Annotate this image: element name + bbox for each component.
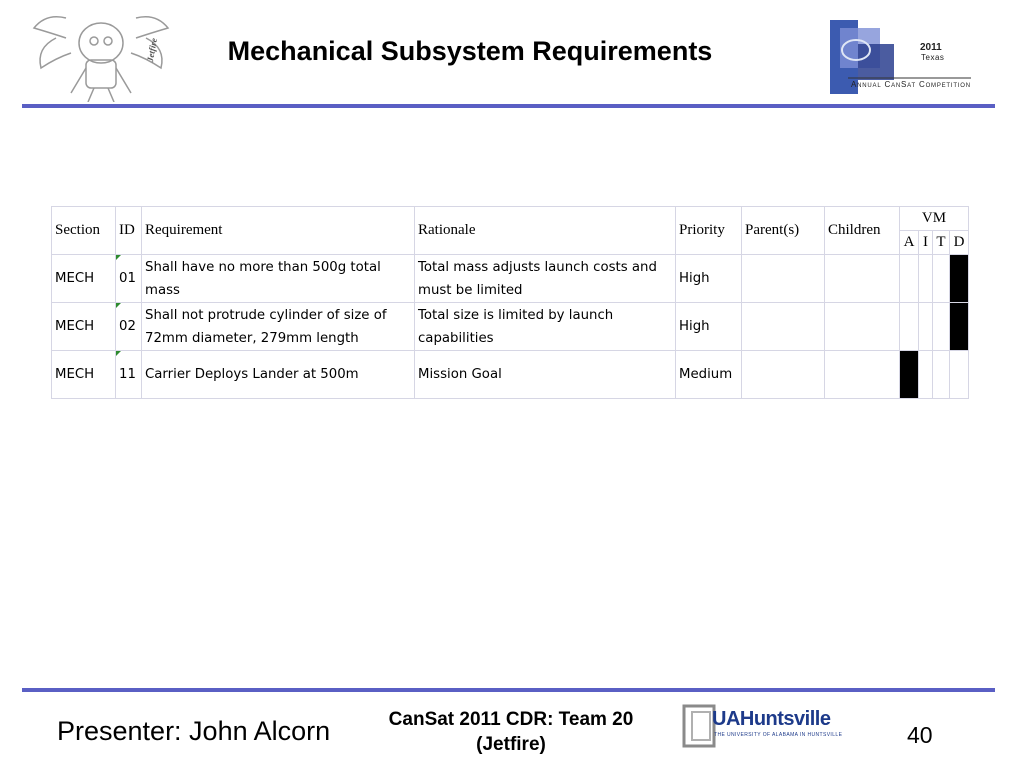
cell-parents bbox=[742, 303, 825, 351]
team-logo-text: Jetfire bbox=[144, 37, 160, 63]
footer-line-2: (Jetfire) bbox=[476, 734, 546, 755]
footer-line-1: CanSat 2011 CDR: Team 20 bbox=[388, 709, 634, 730]
cell-id-text: 11 bbox=[119, 367, 136, 382]
cell-children bbox=[825, 255, 900, 303]
footer-divider bbox=[22, 688, 995, 692]
header-vm-i: I bbox=[919, 231, 933, 255]
table-header-row bbox=[52, 207, 969, 231]
cell-priority: High bbox=[676, 303, 742, 351]
comment-flag-icon bbox=[116, 303, 121, 308]
competition-year: 2011 bbox=[920, 42, 942, 53]
header-divider bbox=[22, 104, 995, 108]
cell-vm-d bbox=[950, 255, 969, 303]
cell-id-text: 01 bbox=[119, 271, 136, 286]
comment-flag-icon bbox=[116, 255, 121, 260]
table-row bbox=[52, 255, 969, 303]
header-vm-d: D bbox=[950, 231, 969, 255]
cell-vm-t bbox=[933, 255, 950, 303]
footer-team-info bbox=[358, 707, 664, 757]
cell-vm-t bbox=[933, 303, 950, 351]
cell-id-text: 02 bbox=[119, 319, 136, 334]
competition-name: Annual CanSat Competition bbox=[851, 80, 971, 89]
header-vm-a: A bbox=[900, 231, 919, 255]
header-parents: Parent(s) bbox=[742, 207, 825, 255]
header-requirement: Requirement bbox=[142, 207, 415, 255]
requirements-table bbox=[51, 206, 969, 399]
cell-rationale: Total size is limited by launch capabilities bbox=[415, 303, 676, 351]
university-logo-subtitle: THE UNIVERSITY OF ALABAMA IN HUNTSVILLE bbox=[714, 732, 843, 738]
cell-parents bbox=[742, 255, 825, 303]
table-row bbox=[52, 303, 969, 351]
header-vm-t: T bbox=[933, 231, 950, 255]
cell-rationale: Total mass adjusts launch costs and must be limited bbox=[415, 255, 676, 303]
cell-vm-d bbox=[950, 303, 969, 351]
header-section: Section bbox=[52, 207, 116, 255]
cell-vm-i bbox=[919, 255, 933, 303]
university-logo-text: UAHuntsville bbox=[712, 708, 831, 730]
header-id: ID bbox=[116, 207, 142, 255]
cell-children bbox=[825, 303, 900, 351]
header-rationale: Rationale bbox=[415, 207, 676, 255]
cell-id bbox=[116, 351, 142, 399]
cell-requirement: Shall not protrude cylinder of size of 72mm diameter, 279mm length bbox=[142, 303, 415, 351]
cell-vm-a bbox=[900, 351, 919, 399]
cell-section: MECH bbox=[52, 303, 116, 351]
cell-vm-i bbox=[919, 351, 933, 399]
cell-section: MECH bbox=[52, 255, 116, 303]
cell-vm-d bbox=[950, 351, 969, 399]
cell-parents bbox=[742, 351, 825, 399]
header-priority: Priority bbox=[676, 207, 742, 255]
comment-flag-icon bbox=[116, 351, 121, 356]
cell-vm-a bbox=[900, 303, 919, 351]
cell-children bbox=[825, 351, 900, 399]
cell-priority: High bbox=[676, 255, 742, 303]
header-vm: VM bbox=[900, 207, 969, 231]
cell-priority: Medium bbox=[676, 351, 742, 399]
cell-rationale: Mission Goal bbox=[415, 351, 676, 399]
presenter-name: Presenter: John Alcorn bbox=[57, 716, 331, 746]
cell-vm-t bbox=[933, 351, 950, 399]
cell-requirement: Carrier Deploys Lander at 500m bbox=[142, 351, 415, 399]
header-children: Children bbox=[825, 207, 900, 255]
cell-vm-i bbox=[919, 303, 933, 351]
cell-vm-a bbox=[900, 255, 919, 303]
cell-id bbox=[116, 255, 142, 303]
cell-id bbox=[116, 303, 142, 351]
competition-state: Texas bbox=[921, 53, 945, 62]
table-row bbox=[52, 351, 969, 399]
cell-requirement: Shall have no more than 500g total mass bbox=[142, 255, 415, 303]
cell-section: MECH bbox=[52, 351, 116, 399]
page-number: 40 bbox=[907, 722, 933, 748]
slide-title: Mechanical Subsystem Requirements bbox=[227, 36, 713, 66]
